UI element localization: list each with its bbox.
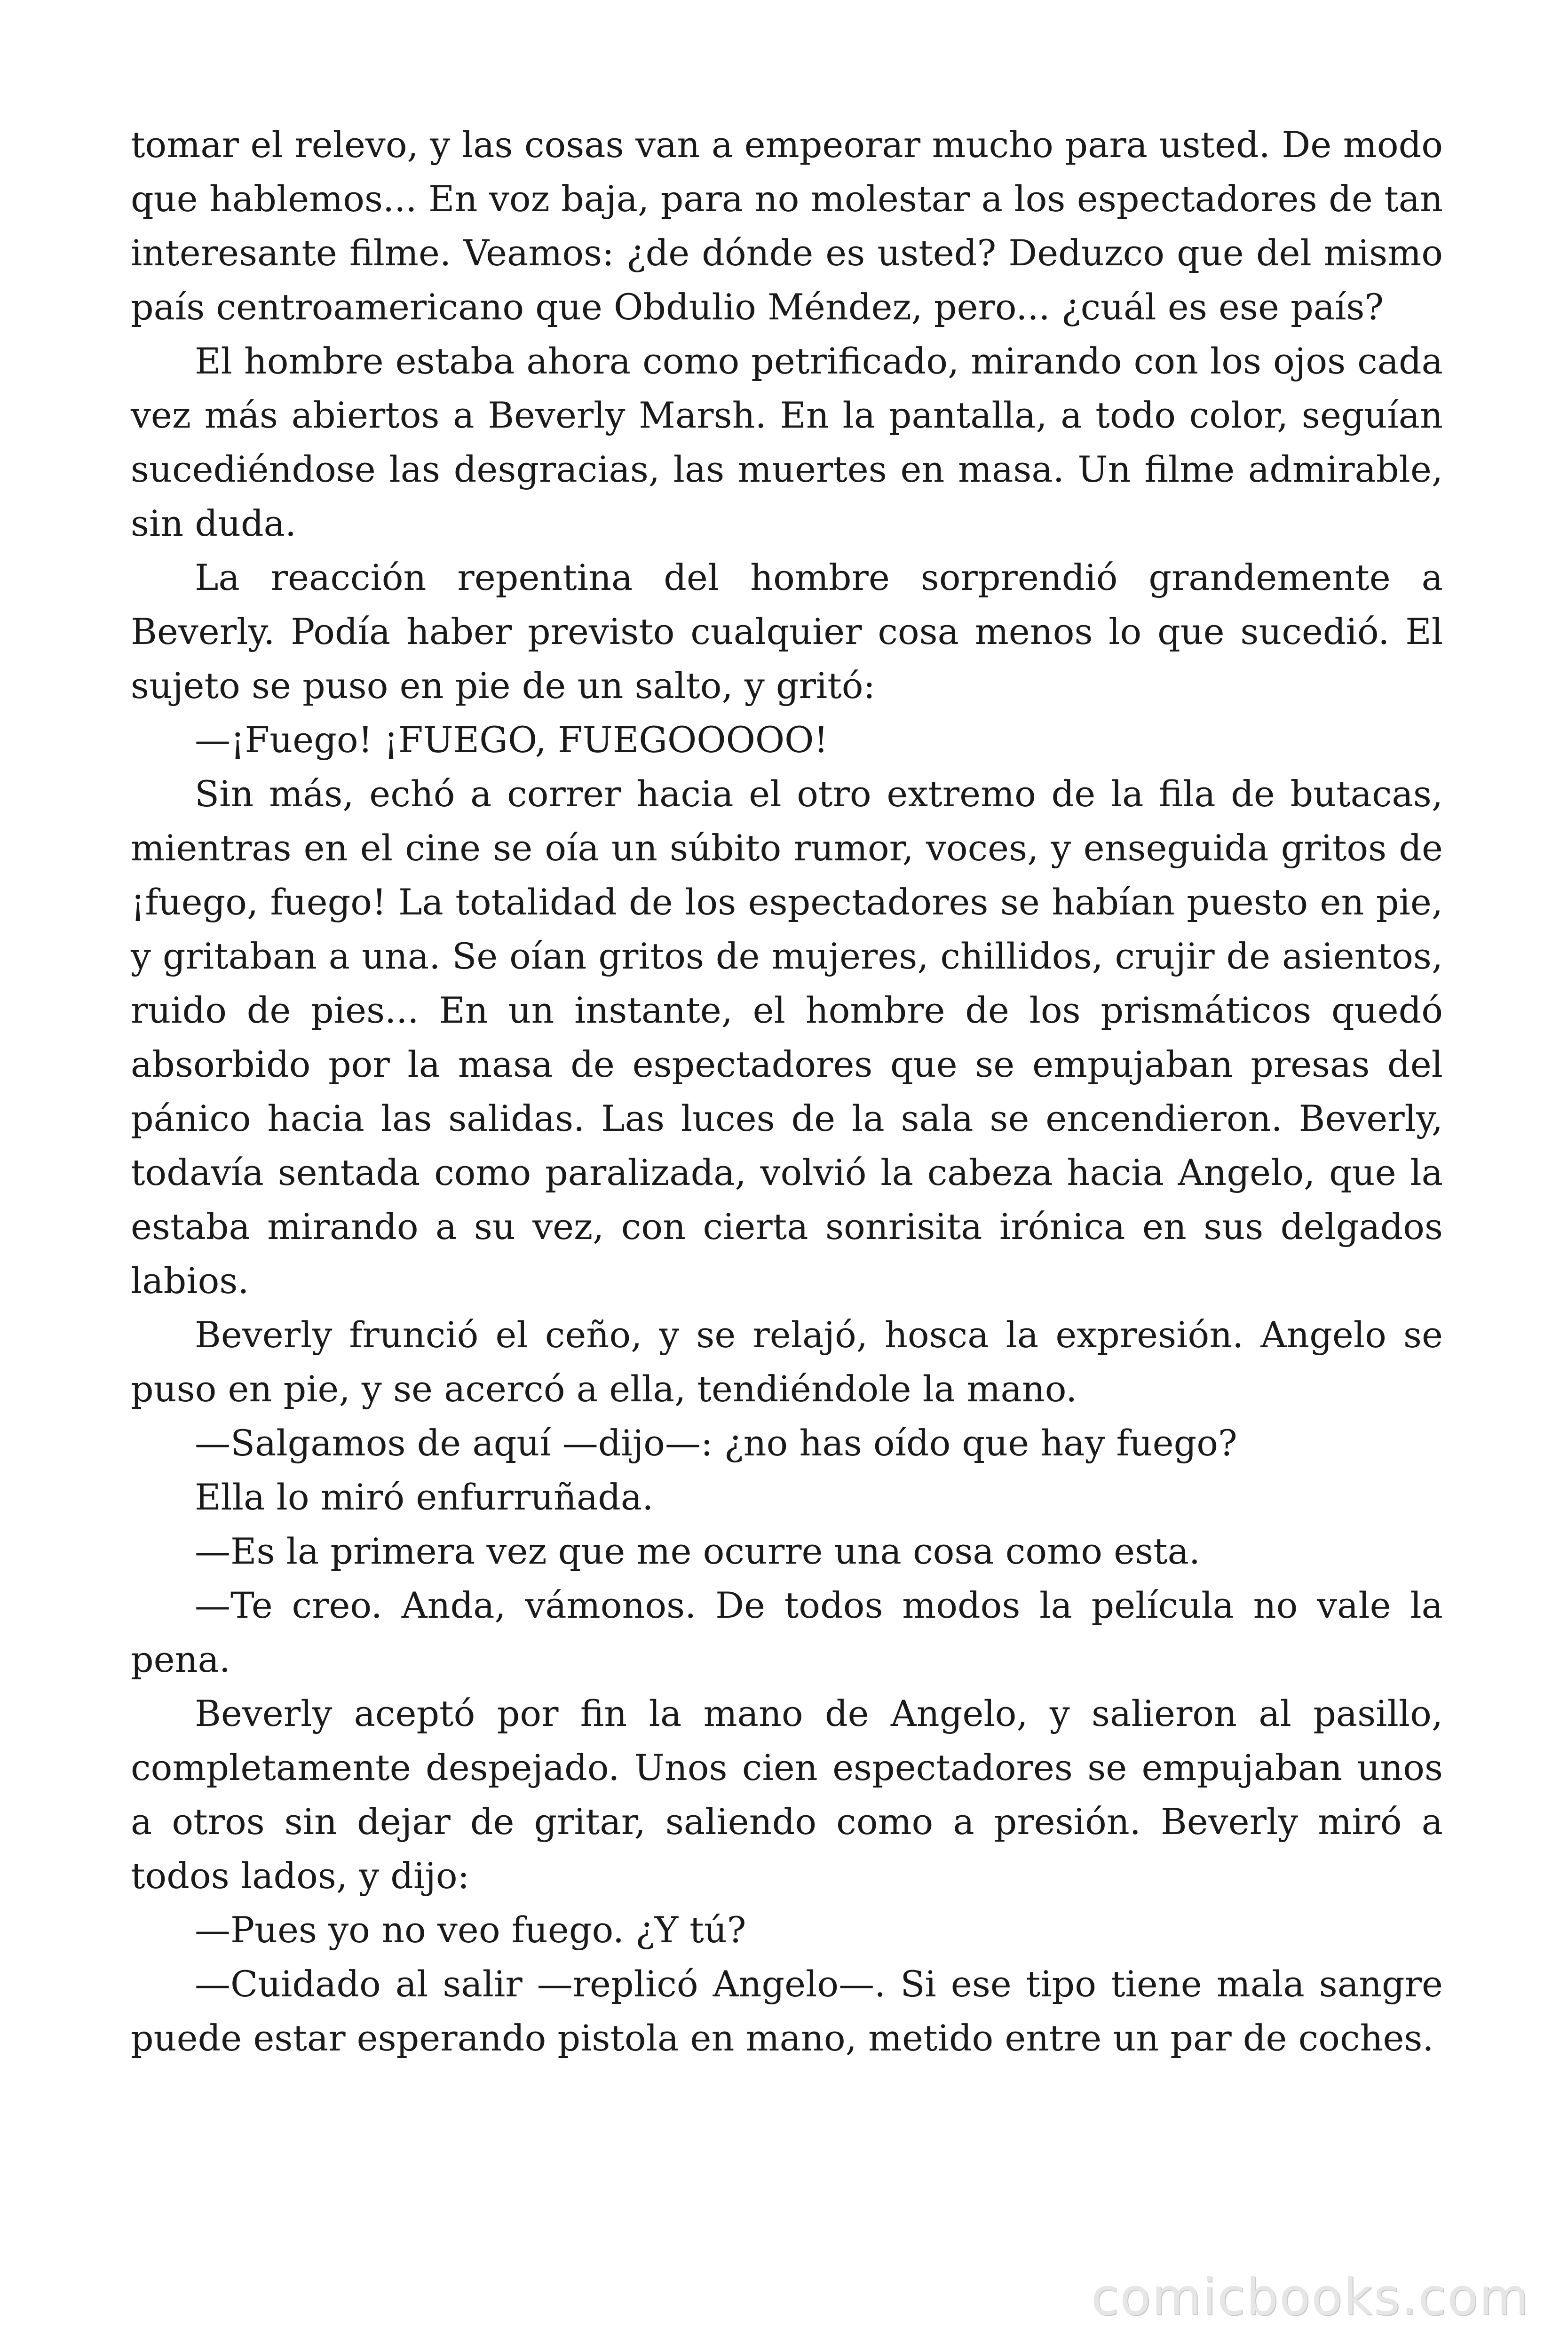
paragraph: El hombre estaba ahora como petrificado, mirando con los ojos cada vez más abiertos a Beverly Marsh. En la pantalla, a todo color, seguían sucediéndose las desgracias, las muertes en masa. Un filme admirable, sin duda.: [131, 340, 1443, 544]
paragraph: Ella lo miró enfurruñada.: [195, 1476, 654, 1518]
paragraph-continued: tomar el relevo, y las cosas van a empeorar mucho para usted. De modo que hablemos... En voz baja, para no molestar a los espectadores de tan interesante filme. Veamos: ¿de dónde es usted? Deduzco que del mismo país centroamericano que Obdulio Méndez, pero... ¿cuál es ese país?: [131, 124, 1443, 328]
dialogue-line: —¡Fuego! ¡FUEGO, FUEGOOOOO!: [195, 719, 829, 761]
dialogue-line: —Salgamos de aquí —dijo—: ¿no has oído que hay fuego?: [195, 1422, 1237, 1464]
body-text: [131, 118, 1443, 2065]
dialogue-line: —Es la primera vez que me ocurre una cosa como esta.: [195, 1530, 1201, 1572]
dialogue-line: —Pues yo no veo fuego. ¿Y tú?: [195, 1909, 746, 1951]
dialogue-line: —Te creo. Anda, vámonos. De todos modos la película no vale la pena.: [131, 1584, 1443, 1680]
paragraph: Beverly frunció el ceño, y se relajó, hosca la expresión. Angelo se puso en pie, y se acercó a ella, tendiéndole la mano.: [131, 1314, 1443, 1410]
paragraph: Beverly aceptó por fin la mano de Angelo, y salieron al pasillo, completamente despejado. Unos cien espectadores se empujaban unos a otros sin dejar de gritar, saliendo como a presión. Beverly miró a todos lados, y dijo:: [131, 1692, 1443, 1897]
paragraph: La reacción repentina del hombre sorprendió grandemente a Beverly. Podía haber previsto cualquier cosa menos lo que sucedió. El sujeto se puso en pie de un salto, y gritó:: [131, 556, 1443, 707]
dialogue-line: —Cuidado al salir —replicó Angelo—. Si ese tipo tiene mala sangre puede estar esperando pistola en mano, metido entre un par de coches.: [131, 1963, 1443, 2059]
watermark-logo: comicbooks.com: [1091, 2268, 1529, 2327]
paragraph: Sin más, echó a correr hacia el otro extremo de la fila de butacas, mientras en el cine se oía un súbito rumor, voces, y enseguida gritos de ¡fuego, fuego! La totalidad de los espectadores se habían puesto en pie, y gritaban a una. Se oían gritos de mujeres, chillidos, crujir de asientos, ruido de pies... En un instante, el hombre de los prismáticos quedó absorbido por la masa de espectadores que se empujaban presas del pánico hacia las salidas. Las luces de la sala se encendieron. Beverly, todavía sentada como paralizada, volvió la cabeza hacia Angelo, que la estaba mirando a su vez, con cierta sonrisita irónica en sus delgados labios.: [131, 773, 1443, 1302]
